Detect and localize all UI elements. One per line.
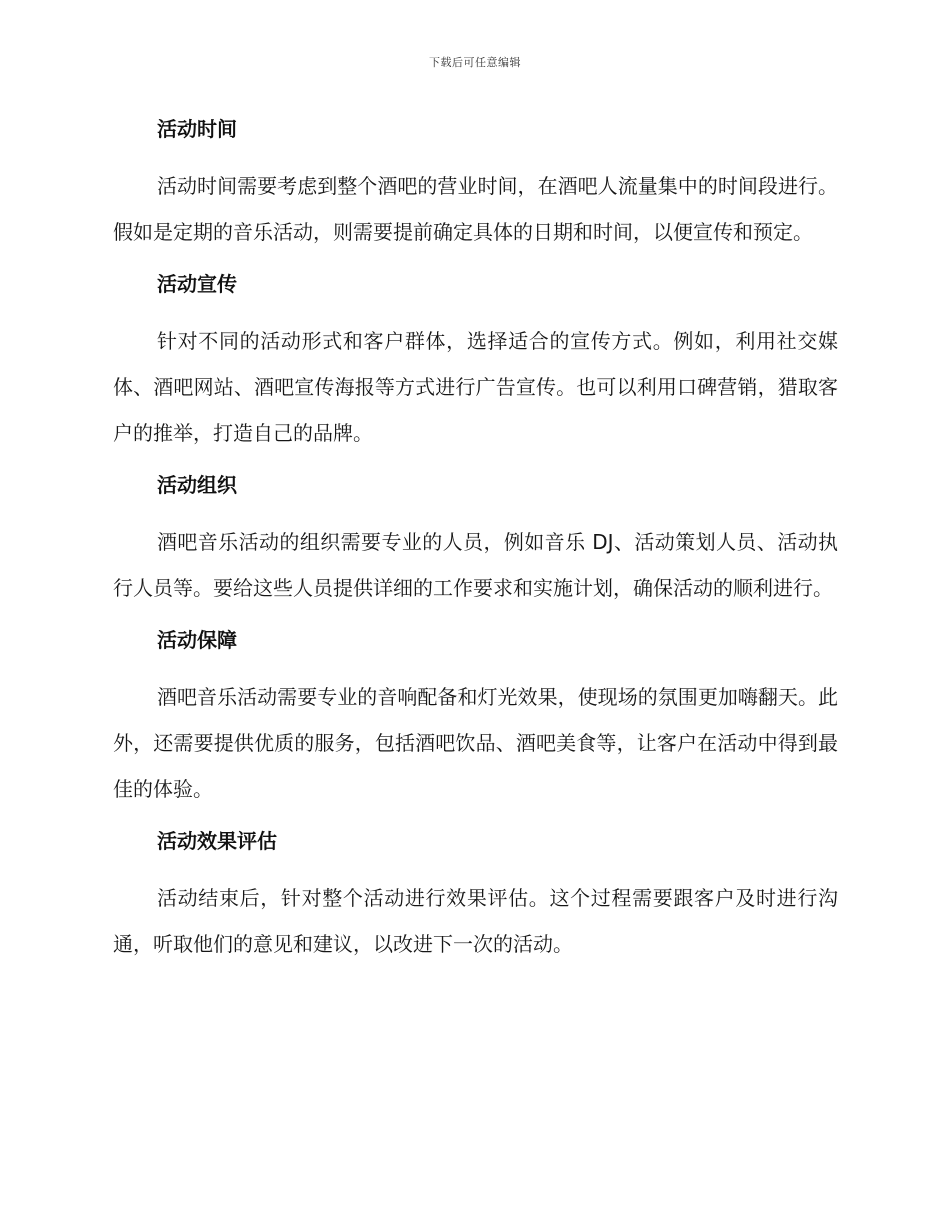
document-body xyxy=(113,112,838,979)
section-paragraph: 活动时间需要考虑到整个酒吧的营业时间，在酒吧人流量集中的时间段进行。假如是定期的音乐活动，则需要提前确定具体的日期和时间，以便宣传和预定。 xyxy=(113,174,838,244)
section-paragraph: 酒吧音乐活动需要专业的音响配备和灯光效果，使现场的氛围更加嗨翻天。此外，还需要提供优质的服务，包括酒吧饮品、酒吧美食等，让客户在活动中得到最佳的体验。 xyxy=(113,685,838,801)
section-heading: 活动效果评估 xyxy=(157,829,277,853)
section-heading: 活动组织 xyxy=(157,473,237,497)
section-activity-evaluation xyxy=(113,824,838,967)
section-heading: 活动时间 xyxy=(157,117,237,141)
section-activity-time xyxy=(113,112,838,255)
section-heading: 活动宣传 xyxy=(157,272,237,296)
section-paragraph: 活动结束后，针对整个活动进行效果评估。这个过程需要跟客户及时进行沟通，听取他们的意见和建议，以改进下一次的活动。 xyxy=(113,886,838,956)
section-paragraph: 针对不同的活动形式和客户群体，选择适合的宣传方式。例如，利用社交媒体、酒吧网站、酒吧宣传海报等方式进行广告宣传。也可以利用口碑营销，猎取客户的推举，打造自己的品牌。 xyxy=(113,329,838,445)
section-heading: 活动保障 xyxy=(157,628,237,652)
header-note: 下载后可任意编辑 xyxy=(429,56,521,69)
section-activity-support xyxy=(113,623,838,812)
section-activity-organization xyxy=(113,468,838,611)
section-paragraph: 酒吧音乐活动的组织需要专业的人员，例如音乐 DJ、活动策划人员、活动执行人员等。要给这些人员提供详细的工作要求和实施计划，确保活动的顺利进行。 xyxy=(113,530,838,600)
section-activity-promotion xyxy=(113,267,838,456)
